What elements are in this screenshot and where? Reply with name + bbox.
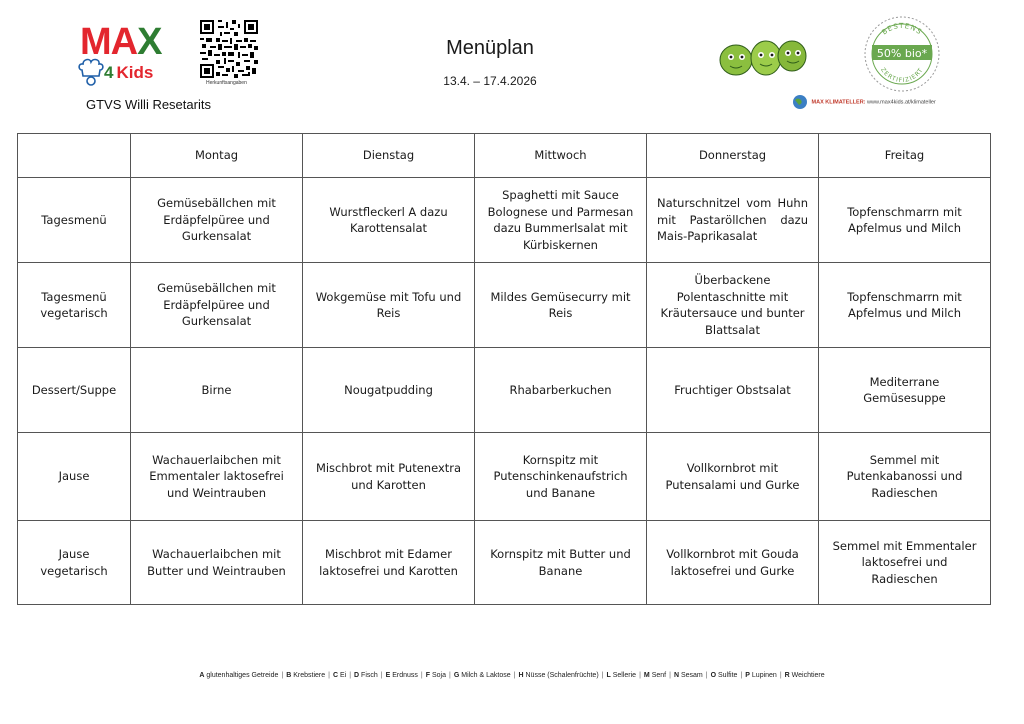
allergen-item: H Nüsse (Schalenfrüchte)	[518, 672, 599, 679]
meal-cell: Wachauerlaibchen mit Butter und Weintrauben	[131, 521, 303, 605]
menu-table	[17, 133, 991, 605]
day-header-row	[18, 134, 991, 178]
allergen-item: L Sellerie	[606, 672, 637, 679]
meal-cell: Naturschnitzel vom Huhn mit Pastaröllchen dazu Mais-Paprikasalat	[647, 178, 819, 263]
page-title: Menüplan	[446, 37, 534, 59]
meal-cell: Vollkornbrot mit Putensalami und Gurke	[647, 433, 819, 521]
row-category: Jause	[18, 433, 131, 521]
logo-kids: Kids	[116, 63, 154, 82]
menu-row-tagesmenu-vegetarisch	[18, 263, 991, 348]
klimateller-url[interactable]: www.max4kids.at/klimateller	[867, 99, 936, 106]
day-header: Dienstag	[303, 134, 475, 178]
allergen-item: C Ei	[332, 672, 347, 679]
row-category: Dessert/Suppe	[18, 348, 131, 433]
meal-cell: Mischbrot mit Putenextra und Karotten	[303, 433, 475, 521]
meal-cell: Nougatpudding	[303, 348, 475, 433]
meal-cell: Mischbrot mit Edamer laktosefrei und Karotten	[303, 521, 475, 605]
allergen-item: E Erdnuss	[385, 672, 418, 679]
badge-top-arc: BESTENS	[880, 21, 924, 37]
menu-row-jause-vegetarisch	[18, 521, 991, 605]
allergen-item: O Sulfite	[710, 672, 738, 679]
klimateller-line	[790, 94, 936, 110]
badge-bottom-arc: ZERTIFIZIERT	[879, 66, 925, 85]
logo-letter-m: M	[80, 21, 111, 63]
meal-cell: Mediterrane Gemüsesuppe	[819, 348, 991, 433]
globe-icon	[790, 94, 810, 110]
meal-cell: Spaghetti mit Sauce Bolognese und Parmesan dazu Bummerlsalat mit Kürbiskernen	[475, 178, 647, 263]
meal-cell: Semmel mit Emmentaler laktosefrei und Radieschen	[819, 521, 991, 605]
badge-bio-text: 50% bio*	[876, 47, 928, 60]
corner-cell	[18, 134, 131, 178]
sprouts-mascot-icon	[716, 34, 812, 82]
allergen-item: B Krebstiere	[286, 672, 326, 679]
date-range: 13.4. – 17.4.2026	[443, 74, 537, 88]
allergen-item: P Lupinen	[745, 672, 777, 679]
meal-cell: Kornspitz mit Putenschinkenaufstrich und Banane	[475, 433, 647, 521]
qr-caption: Herkunftsangaben	[206, 80, 247, 86]
row-category: Tagesmenü vegetarisch	[18, 263, 131, 348]
day-header: Freitag	[819, 134, 991, 178]
allergen-item: R Weichtiere	[784, 672, 825, 679]
day-header: Mittwoch	[475, 134, 647, 178]
menu-row-tagesmenu	[18, 178, 991, 263]
klimateller-label: MAX KLIMATELLER:	[811, 99, 866, 106]
allergen-item: G Milch & Laktose	[453, 672, 511, 679]
meal-cell: Wachauerlaibchen mit Emmentaler laktosefrei und Weintrauben	[131, 433, 303, 521]
meal-cell: Überbackene Polentaschnitte mit Kräutersauce und bunter Blattsalat	[647, 263, 819, 348]
allergen-item: A glutenhaltiges Getreide	[199, 672, 279, 679]
allergen-legend: A glutenhaltiges Getreide | B Krebstiere | C Ei | D Fisch | E Erdnuss | F Soja | G Milch & Laktose | H Nüsse (Schalenfrüchte) | L Sellerie | M Senf | N Sesam | O Sulfite | P Lupinen | R Weichtiere	[199, 672, 825, 679]
school-name: GTVS Willi Resetarits	[86, 97, 211, 112]
allergen-item: F Soja	[425, 672, 446, 679]
meal-cell: Rhabarberkuchen	[475, 348, 647, 433]
meal-cell: Mildes Gemüsecurry mit Reis	[475, 263, 647, 348]
logo-number: 4	[104, 63, 114, 82]
meal-cell: Birne	[131, 348, 303, 433]
logo-letter-x: X	[137, 21, 162, 63]
logo-letter-a: A	[110, 21, 138, 63]
menu-row-jause	[18, 433, 991, 521]
meal-cell: Wurstfleckerl A dazu Karottensalat	[303, 178, 475, 263]
meal-cell: Topfenschmarrn mit Apfelmus und Milch	[819, 263, 991, 348]
meal-cell: Vollkornbrot mit Gouda laktosefrei und Gurke	[647, 521, 819, 605]
meal-cell: Gemüsebällchen mit Erdäpfelpüree und Gurkensalat	[131, 263, 303, 348]
meal-cell: Fruchtiger Obstsalat	[647, 348, 819, 433]
row-category: Jause vegetarisch	[18, 521, 131, 605]
menu-row-dessert-suppe	[18, 348, 991, 433]
row-category: Tagesmenü	[18, 178, 131, 263]
meal-cell: Semmel mit Putenkabanossi und Radieschen	[819, 433, 991, 521]
meal-cell: Kornspitz mit Butter und Banane	[475, 521, 647, 605]
allergen-item: D Fisch	[354, 672, 378, 679]
day-header: Montag	[131, 134, 303, 178]
allergen-item: M Senf	[643, 672, 667, 679]
allergen-item: N Sesam	[673, 672, 703, 679]
meal-cell: Gemüsebällchen mit Erdäpfelpüree und Gurkensalat	[131, 178, 303, 263]
bio-badge-icon	[862, 14, 942, 94]
meal-cell: Wokgemüse mit Tofu und Reis	[303, 263, 475, 348]
meal-cell: Topfenschmarrn mit Apfelmus und Milch	[819, 178, 991, 263]
day-header: Donnerstag	[647, 134, 819, 178]
